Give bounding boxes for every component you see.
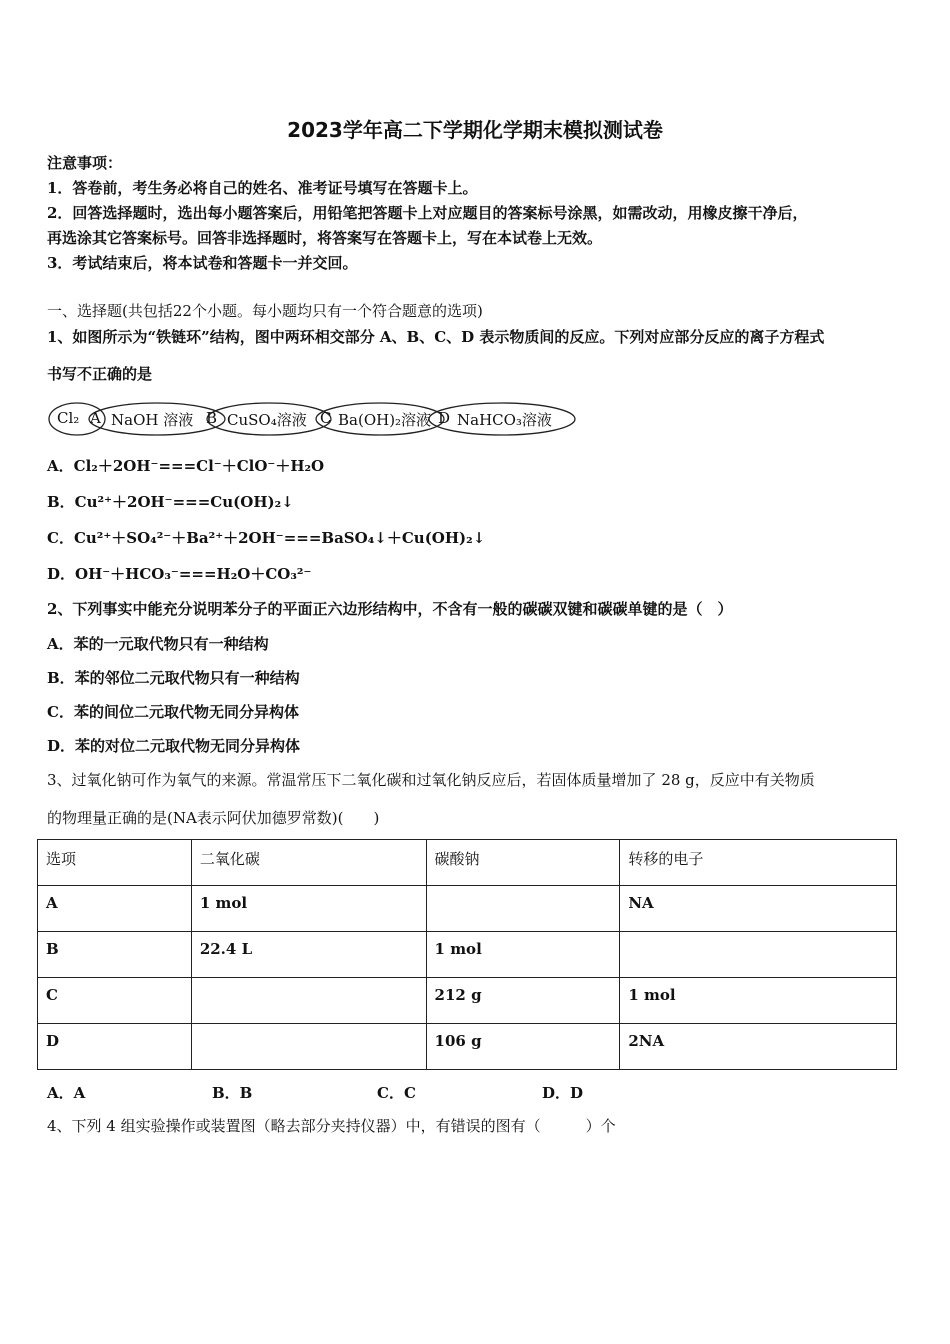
q3-choice-b: B．B — [212, 1084, 253, 1102]
q4-stem: 4、下列 4 组实验操作或装置图（略去部分夹持仪器）中，有错误的图有（ ）个 — [47, 1117, 616, 1135]
section-heading: 一、选择题(共包括22个小题。每小题均只有一个符合题意的选项) — [47, 302, 483, 320]
notice-item: 2．回答选择题时，选出每小题答案后，用铅笔把答题卡上对应题目的答案标号涂黑，如需改动，用橡皮擦干净后， — [47, 204, 808, 222]
table-cell: 2NA — [620, 1024, 897, 1070]
table-cell — [191, 1024, 426, 1070]
chain-letter-a: A — [90, 409, 101, 427]
table-row — [38, 886, 897, 932]
q1-option-c: C．Cu²⁺＋SO₄²⁻＋Ba²⁺＋2OH⁻===BaSO₄↓＋Cu(OH)₂↓ — [47, 529, 486, 547]
iron-chain-diagram — [47, 400, 577, 438]
table-cell: 1 mol — [426, 932, 620, 978]
notice-item: 3．考试结束后，将本试卷和答题卡一并交回。 — [47, 254, 358, 272]
q3-choice-c: C．C — [377, 1084, 416, 1102]
q2-stem: 2、下列事实中能充分说明苯分子的平面正六边形结构中，不含有一般的碳碳双键和碳碳单键的是（ ） — [47, 600, 733, 618]
q3-stem-cont: 的物理量正确的是(NA表示阿伏加德罗常数)( ) — [47, 809, 380, 827]
q3-stem: 3、过氧化钠可作为氧气的来源。常温常压下二氧化碳和过氧化钠反应后，若固体质量增加了 28 g，反应中有关物质 — [47, 771, 815, 789]
chain-cuso4: CuSO₄溶液 — [227, 411, 307, 429]
notice-item: 再选涂其它答案标号。回答非选择题时，将答案写在答题卡上，写在本试卷上无效。 — [47, 229, 603, 247]
chain-nahco3: NaHCO₃溶液 — [457, 411, 552, 429]
table-header-row — [38, 840, 897, 886]
table-header-cell: 选项 — [38, 840, 192, 886]
table-header-cell: 碳酸钠 — [426, 840, 620, 886]
table-cell: 1 mol — [191, 886, 426, 932]
q3-table — [37, 839, 897, 1070]
chain-baoh2: Ba(OH)₂溶液 — [338, 411, 432, 429]
table-row — [38, 978, 897, 1024]
table-header-cell: 转移的电子 — [620, 840, 897, 886]
notice-heading: 注意事项： — [47, 154, 123, 172]
table-cell: D — [38, 1024, 192, 1070]
table-cell — [191, 978, 426, 1024]
page-title: 2023学年高二下学期化学期末模拟测试卷 — [287, 118, 663, 142]
chain-naoh: NaOH 溶液 — [111, 411, 194, 429]
q1-option-b: B．Cu²⁺＋2OH⁻===Cu(OH)₂↓ — [47, 493, 294, 511]
notice-item: 1．答卷前，考生务必将自己的姓名、准考证号填写在答题卡上。 — [47, 179, 478, 197]
chain-cl2: Cl₂ — [57, 409, 80, 427]
table-row — [38, 932, 897, 978]
chain-letter-c: C — [320, 409, 332, 427]
q1-option-d: D．OH⁻＋HCO₃⁻===H₂O＋CO₃²⁻ — [47, 565, 312, 583]
table-cell: A — [38, 886, 192, 932]
table-cell: 212 g — [426, 978, 620, 1024]
q2-option-c: C．苯的间位二元取代物无同分异构体 — [47, 703, 299, 721]
table-cell — [620, 932, 897, 978]
q1-option-a: A．Cl₂＋2OH⁻===Cl⁻＋ClO⁻＋H₂O — [47, 457, 325, 475]
chain-letter-d: D — [438, 409, 451, 427]
q3-choice-d: D．D — [542, 1084, 584, 1102]
table-cell: B — [38, 932, 192, 978]
chain-letter-b: B — [206, 409, 218, 427]
table-cell: NA — [620, 886, 897, 932]
q2-option-a: A．苯的一元取代物只有一种结构 — [47, 635, 269, 653]
q3-choice-a: A．A — [47, 1084, 86, 1102]
q2-option-d: D．苯的对位二元取代物无同分异构体 — [47, 737, 301, 755]
table-cell: 1 mol — [620, 978, 897, 1024]
table-cell: C — [38, 978, 192, 1024]
table-row — [38, 1024, 897, 1070]
table-cell: 22.4 L — [191, 932, 426, 978]
q1-stem-cont: 书写不正确的是 — [47, 365, 153, 383]
q1-stem: 1、如图所示为“铁链环”结构，图中两环相交部分 A、B、C、D 表示物质间的反应。下列对应部分反应的离子方程式 — [47, 328, 825, 346]
table-cell: 106 g — [426, 1024, 620, 1070]
table-header-cell: 二氧化碳 — [191, 840, 426, 886]
q2-option-b: B．苯的邻位二元取代物只有一种结构 — [47, 669, 300, 687]
table-cell — [426, 886, 620, 932]
